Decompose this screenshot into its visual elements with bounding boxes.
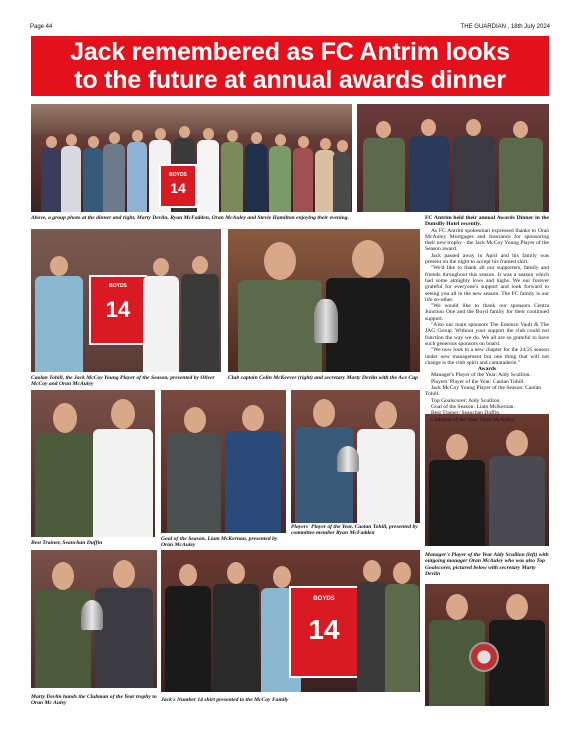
- four-men-photo: [357, 104, 549, 212]
- award-item: Players' Player of the Year: Caolan Tohill.: [431, 378, 525, 385]
- shirt-number: 14: [308, 614, 340, 645]
- trophy: [337, 446, 359, 472]
- managers-player-photo: [425, 414, 549, 546]
- caption-managers-player: Manager's Player of the Year Aidy Scullion (left) with outgoing manager Oran McAuley who was also Top Goalscorer, pictured below with secretary Marty Devlin: [425, 552, 549, 578]
- caption-goal: Goal of the Season, Liam McKernan, presented by Oran McAuley: [161, 536, 278, 549]
- award-item: Jack McCoy Young Player of the Season: Caolan Tohill.: [425, 385, 541, 398]
- best-trainer-photo: [31, 390, 155, 537]
- caption-family: Jack's Number 14 shirt presented to the McCoy Family: [161, 697, 289, 703]
- award-item: Manager's Player of the Year: Aidy Scullion.: [431, 372, 531, 379]
- article-paragraph: "Also our main sponsors The Essence Vault & The JAG Group. Without your support the club could not function the way we do. We all are so grateful to have such generous sponsors on board.: [425, 322, 549, 347]
- headline: [70, 38, 510, 94]
- caption-best-trainer: Best Trainer, Seanchan Duffin: [31, 540, 103, 546]
- shirt-brand: BOYDS: [109, 283, 127, 289]
- framed-shirt-2: [89, 275, 147, 345]
- goal-of-season-photo: [161, 390, 286, 533]
- caption-group: Above, a group photo at the dinner and right, Marty Devlin, Ryan McFadden, Oran McAuley and Stevie Hamilton enjoying their evening.: [31, 215, 349, 221]
- shirt-brand: BOYDS: [169, 172, 187, 178]
- players-player-photo: [291, 390, 420, 523]
- awards-heading: Awards: [477, 366, 497, 373]
- caption-captain: Club captain Colin McKeever (right) and secretary Marty Devlin with the Ace Cup: [228, 375, 418, 381]
- top-goalscorer-photo: [425, 584, 549, 706]
- shirt-number: 14: [170, 180, 186, 196]
- clubman-photo: [31, 550, 157, 688]
- caption-clubman: Marty Devlin hands the Clubman of the Year trophy to Oran Mc Auley: [31, 694, 157, 707]
- article-paragraph: "We'd like to thank all our supporters, family and friends throughout this season. It was a season which had some almighty lows and highs. We our forever grateful for everyone's support and look forward to seeing you all in the new season. The FC family is our life so-other.: [425, 265, 549, 303]
- framed-shirt-3: [289, 586, 359, 678]
- article-body: [425, 215, 549, 423]
- caption-players-player: Players' Player of the Year, Caolan Tohill, presented by committee member Ryan McFadden: [291, 524, 418, 537]
- shirt-brand: BOYDS: [313, 596, 335, 602]
- group-photo: [31, 104, 352, 212]
- framed-shirt: [159, 164, 197, 208]
- ace-cup: [314, 299, 338, 343]
- article-paragraph: Jack passed away in April and his family was present on the night to accept his framed shirt.: [425, 252, 549, 266]
- caption-young-player: Caolan Tohill, the Jack McCoy Young Player of the Season, presented by Oliver McCoy and Oran McAuley: [31, 375, 215, 388]
- award-item: Best Trainer: Seanchan Duffin.: [431, 410, 501, 417]
- headline-banner: [31, 36, 549, 96]
- article-paragraph: "We now look to a new chapter for the 24/25 season under new management but one thing that will not change is the club spirit and camaraderie.": [425, 347, 549, 366]
- award-item: Top Goalscorer: Aidy Scullion.: [431, 397, 501, 404]
- shirt-number: 14: [105, 297, 131, 322]
- headline-line-1: Jack remembered as FC Antrim looks: [70, 38, 510, 66]
- plate-trophy: [469, 642, 499, 672]
- page-header: [30, 24, 550, 36]
- mccoy-family-photo: [161, 550, 420, 692]
- publication-date: THE GUARDIAN , 18th July 2024: [460, 24, 550, 30]
- young-player-photo: [31, 229, 221, 372]
- article-paragraph: As FC Antrim spokesman expressed thanks to Oran McAuley Mortgages and Insurance for sponsoring their new trophy - the Jack McCoy Young Player of the Season award.: [425, 227, 549, 253]
- headline-line-2: to the future at annual awards dinner: [74, 66, 506, 94]
- article-lead: FC Antrim held their annual Awards Dinner in the Dunsilly Hotel recently.: [425, 215, 549, 228]
- page-number: Page 44: [30, 24, 53, 30]
- award-item: Clubman of the Year: Oran McAuley.: [431, 416, 515, 423]
- captain-cup-photo: [228, 229, 420, 372]
- clubman-trophy: [81, 600, 103, 630]
- article-paragraph: "We would like to thank our sponsors Centra Junction One and the Boyd family for their continued support.: [425, 303, 549, 322]
- award-item: Goal of the Season: Liam McKernan.: [431, 403, 515, 410]
